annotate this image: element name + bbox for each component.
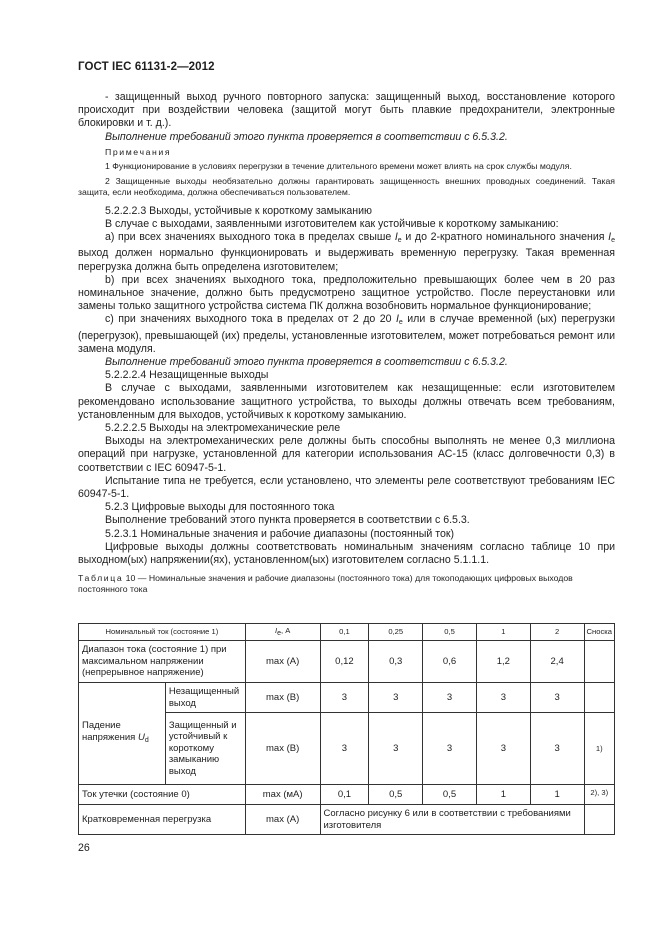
document-header: ГОСТ IEC 61131-2—2012 (78, 61, 215, 73)
table-cell: 3 (476, 713, 530, 785)
table-row-overload (79, 805, 615, 835)
table-cell: 3 (369, 683, 423, 713)
row-unit: max (мА) (245, 785, 320, 805)
check-note: Выполнение требований этого пункта проверяется в соответствии с 6.5.3.2. (105, 356, 508, 369)
table-caption: Таблица 10 — Номинальные значения и рабочие диапазоны (постоянного тока) для токоподающих цифровых выходов постоянного тока (78, 573, 573, 595)
row-note: 1) (584, 713, 614, 785)
section-heading: 5.2.3.1 Номинальные значения и рабочие диапазоны (постоянный ток) (105, 527, 455, 540)
table-cell: 2,4 (530, 641, 584, 683)
table-cell: 0,6 (423, 641, 477, 683)
row-label: Кратковременная перегрузка (79, 805, 246, 835)
header-nominal-current: Номинальный ток (состояние 1) (79, 624, 246, 641)
row-unit: max (B) (245, 683, 320, 713)
overload-text: Согласно рисунку 6 или в соответствии с требованиями изготовителя (320, 805, 584, 835)
header-ie: Ie, А (245, 624, 320, 641)
table-cell: 0,12 (320, 641, 369, 683)
note-1: 1 Функционирование в условиях перегрузки в течение длительного времени может влиять на срок службы модуля. (105, 161, 572, 172)
section-heading: 5.2.3 Цифровые выходы для постоянного тока (105, 501, 335, 514)
list-item-a: а) при всех значениях выходного тока в пределах свыше $I_e$ и до 2-кратного номинального значения $I_e$ выход должен нормально функционировать и выдерживать временную перегрузку. Такая временная перегрузка должна быть определена изготовителем; (78, 231, 615, 273)
table-row-unprotected (79, 683, 615, 713)
document-body (78, 91, 615, 595)
row-label: Диапазон тока (состояние 1) при максимальном напряжении (непрерывное напряжение) (79, 641, 246, 683)
check-note: Выполнение требований этого пункта проверяется в соответствии с 6.5.3.2. (105, 130, 508, 143)
paragraph: Выходы на электромеханических реле должны быть способны выполнять не менее 0,3 миллиона операций при нагрузке, установленной для категории использования АС-15 (класс долговечности 0,3) в соответствии с IEC 60947-5-1. (78, 435, 615, 474)
table-cell: 0,1 (320, 785, 369, 805)
table-cell: 0,5 (369, 785, 423, 805)
table-cell: 3 (476, 683, 530, 713)
table-cell: 3 (369, 713, 423, 785)
row-label-voltage-drop: Падение напряжения $U_d$ (79, 683, 166, 785)
paragraph: В случае с выходами, заявленными изготовителем как устойчивые к короткому замыканию: (105, 218, 559, 231)
table-row-leakage (79, 785, 615, 805)
section-heading: 5.2.2.2.5 Выходы на электромеханические реле (105, 422, 341, 435)
table-cell: 0,5 (423, 785, 477, 805)
table-cell: 3 (530, 683, 584, 713)
list-item-c: с) при значениях выходного тока в пределах от 2 до 20 $I_e$ или в случае временной (ых) перегрузки (перегрузок), превышающей (их) пределы, установленные изготовителем, может потребоваться ремонт или замена модуля. (78, 313, 615, 355)
section-heading: 5.2.2.2.4 Незащищенные выходы (105, 369, 269, 382)
paragraph: Испытание типа не требуется, если установлено, что элементы реле соответствуют требованиям IEC 60947-5-1. (78, 474, 615, 501)
note-2: 2 Защищенные выходы необязательно должны гарантировать защищенность внешних проводных соединений. Такая защита, если необходима, должна обеспечиваться пользователем. (78, 175, 615, 198)
header-value: 0,5 (423, 624, 477, 641)
table-cell: 3 (423, 713, 477, 785)
table-cell: 3 (423, 683, 477, 713)
notes-title: Примечания (105, 146, 172, 157)
paragraph: Выполнение требований этого пункта проверяется в соответствии с 6.5.3. (105, 514, 470, 527)
row-note (584, 683, 614, 713)
header-note: Сноска (584, 624, 614, 641)
row-unit: max (A) (245, 641, 320, 683)
table-cell: 0,3 (369, 641, 423, 683)
paragraph: В случае с выходами, заявленными изготовителем как незащищенные: если изготовителем рекомендовано использование защитного устройства, то выходы должны отвечать всем требованиям, установленным для выходов, устойчивых к короткому замыканию. (78, 382, 615, 421)
header-value: 0,25 (369, 624, 423, 641)
header-value: 0,1 (320, 624, 369, 641)
row-unit: max (B) (245, 713, 320, 785)
table-cell: 1,2 (476, 641, 530, 683)
section-heading: 5.2.2.2.3 Выходы, устойчивые к короткому замыканию (105, 204, 372, 217)
row-label: Ток утечки (состояние 0) (79, 785, 246, 805)
table-cell: 1 (476, 785, 530, 805)
list-item-b: b) при всех значениях выходного тока, предположительно превышающих более чем в 20 раз номинальное значение, должно быть предусмотрено защитное устройство. После переустановки или замены только защитного устройства система ПК должна возобновить нормальное функционирование; (78, 273, 615, 313)
paragraph: Цифровые выходы должны соответствовать номинальным значениям согласно таблице 10 при выходном(ых) напряжении(ях), установленном(ых) изготовителем согласно 5.1.1.1. (78, 540, 615, 567)
table-row-current-range (79, 641, 615, 683)
row-unit: max (A) (245, 805, 320, 835)
row-note: 2), 3) (584, 785, 614, 805)
ratings-table (78, 623, 615, 835)
page-number: 26 (78, 842, 90, 854)
row-note (584, 805, 614, 835)
row-sublabel: Защищенный и устойчивый к короткому замыканию выход (165, 713, 245, 785)
row-sublabel: Незащищенный выход (165, 683, 245, 713)
row-note (584, 641, 614, 683)
header-value: 1 (476, 624, 530, 641)
table-cell: 1 (530, 785, 584, 805)
paragraph: - защищенный выход ручного повторного запуска: защищенный выход, восстановление которого происходит при воздействии человека (защитой могут быть плавкие предохранители, электронные блокировки и т. д.). (78, 91, 615, 130)
table-cell: 3 (530, 713, 584, 785)
table-cell: 3 (320, 683, 369, 713)
table-cell: 3 (320, 713, 369, 785)
header-value: 2 (530, 624, 584, 641)
table-header-row (79, 624, 615, 641)
